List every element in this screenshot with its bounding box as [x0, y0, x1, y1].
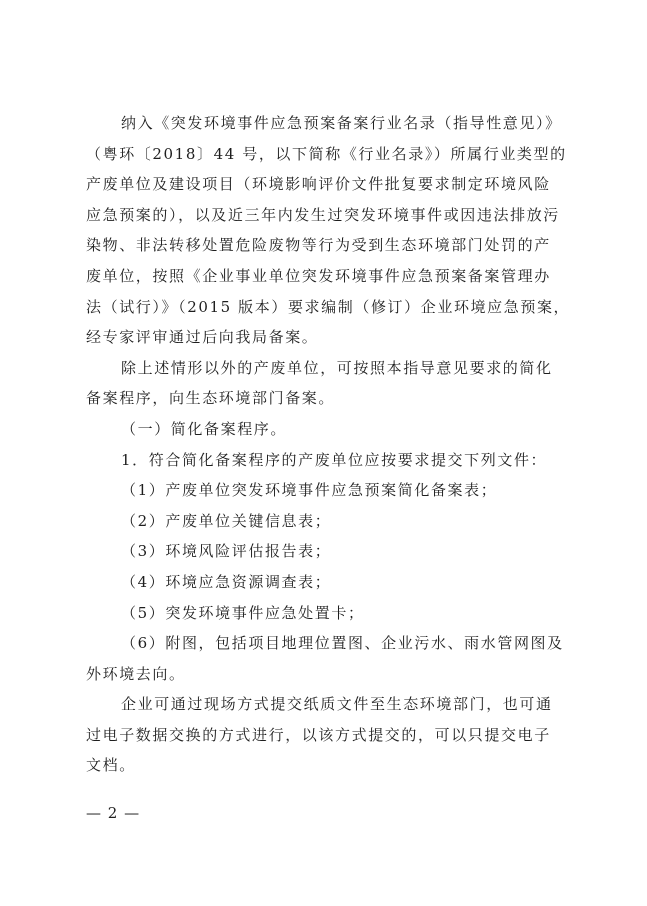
- text-line: 染物、非法转移处置危险废物等行为受到生态环境部门处罚的产: [86, 236, 551, 255]
- paragraph-submission-method: [86, 689, 572, 781]
- text-line: 纳入《突发环境事件应急预案备案行业名录（指导性意见）》: [121, 114, 562, 132]
- text-line: 企业可通过现场方式提交纸质文件至生态环境部门，也可通: [121, 695, 553, 714]
- list-item-file-3: [86, 536, 572, 567]
- text-line: （一）简化备案程序。: [121, 419, 288, 438]
- text-line: （3）环境风险评估报告表；: [121, 542, 332, 561]
- section-heading-simplified-procedure: [86, 414, 572, 445]
- text-line: 文档。: [86, 756, 136, 775]
- page-number: — 2 —: [86, 804, 141, 822]
- text-line: 法（试行）》（2015 版本）要求编制（修订）企业环境应急预案，: [86, 297, 571, 316]
- text-line: （4）环境应急资源调查表；: [121, 572, 332, 591]
- text-line: （5）突发环境事件应急处置卡；: [121, 603, 365, 622]
- text-line: 过电子数据交换的方式进行，以该方式提交的，可以只提交电子: [86, 725, 551, 744]
- text-line: （1）产废单位突发环境事件应急预案简化备案表；: [121, 481, 498, 500]
- list-item-file-1: [86, 475, 572, 506]
- text-line: （2）产废单位关键信息表；: [121, 511, 332, 530]
- text-line: 除上述情形以外的产废单位，可按照本指导意见要求的简化: [121, 358, 553, 377]
- text-line: 废单位，按照《企业事业单位突发环境事件应急预案备案管理办: [86, 266, 551, 285]
- text-line: 应急预案的），以及近三年内发生过突发环境事件或因违法排放污: [86, 205, 560, 224]
- list-item-file-6: [86, 628, 572, 689]
- text-line: 外环境去向。: [86, 664, 186, 683]
- text-line: 经专家评审通过后向我局备案。: [86, 328, 319, 347]
- text-line: （粤环〔2018〕44 号，以下简称《行业名录》）所属行业类型的: [86, 144, 567, 163]
- list-item-file-5: [86, 598, 572, 629]
- paragraph-filing-scope: [86, 108, 572, 353]
- text-line: （6）附图，包括项目地理位置图、企业污水、雨水管网图及: [121, 634, 564, 653]
- text-line: 1．符合简化备案程序的产废单位应按要求提交下列文件：: [121, 450, 548, 469]
- list-item-file-2: [86, 506, 572, 537]
- text-line: 产废单位及建设项目（环境影响评价文件批复要求制定环境风险: [86, 175, 551, 194]
- paragraph-other-units: [86, 353, 572, 414]
- body-text: [86, 108, 572, 781]
- text-line: 备案程序，向生态环境部门备案。: [86, 389, 336, 408]
- list-item-file-4: [86, 567, 572, 598]
- paragraph-required-files: [86, 445, 572, 476]
